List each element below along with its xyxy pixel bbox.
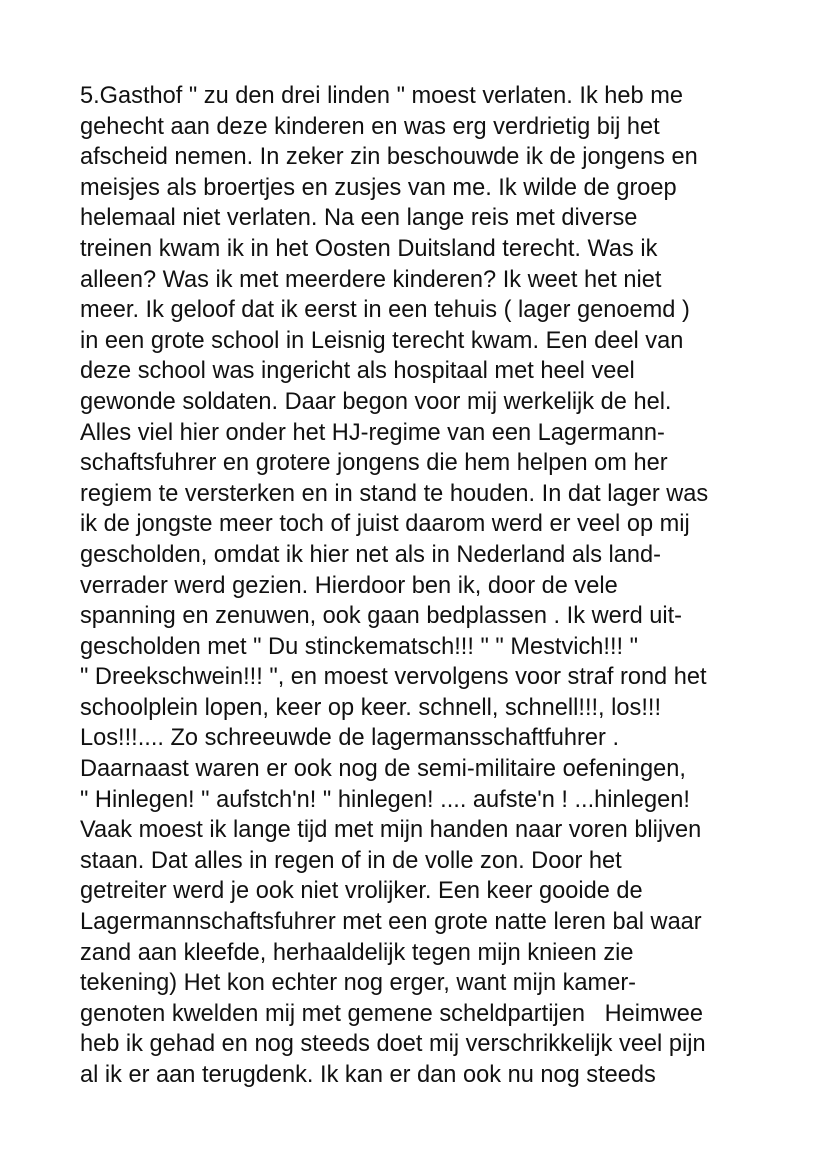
text-line: Lagermannschaftsfuhrer met een grote natte leren bal waar [80, 909, 702, 936]
text-line: schoolplein lopen, keer op keer. schnell, schnell!!!, los!!! [80, 694, 661, 721]
text-line: treinen kwam ik in het Oosten Duitsland terecht. Was ik [80, 235, 658, 262]
text-line: zand aan kleefde, herhaaldelijk tegen mijn knieen zie [80, 939, 634, 966]
text-line: Daarnaast waren er ook nog de semi-militaire oefeningen, [80, 756, 686, 783]
text-line: afscheid nemen. In zeker zin beschouwde ik de jongens en [80, 144, 698, 171]
text-line: 5.Gasthof " zu den drei linden " moest verlaten. Ik heb me [80, 83, 683, 109]
text-line: " Hinlegen! " aufstch'n! " hinlegen! .... aufste'n ! ...hinlegen! [80, 786, 690, 813]
text-line: gehecht aan deze kinderen en was erg verdrietig bij het [80, 113, 660, 140]
text-line: " Dreekschwein!!! ", en moest vervolgens voor straf rond het [80, 664, 707, 691]
text-line: al ik er aan terugdenk. Ik kan er dan ook nu nog steeds [80, 1062, 656, 1088]
text-line: staan. Dat alles in regen of in de volle zon. Door het [80, 847, 622, 874]
text-line: gescholden, omdat ik hier net als in Nederland als land- [80, 541, 662, 568]
text-line: helemaal niet verlaten. Na een lange reis met diverse [80, 205, 638, 232]
text-line: alleen? Was ik met meerdere kinderen? Ik weet het niet [80, 266, 662, 293]
text-line: Alles viel hier onder het HJ-regime van een Lagermann- [80, 419, 665, 446]
text-line: meer. Ik geloof dat ik eerst in een tehuis ( lager genoemd ) [80, 297, 690, 324]
text-line: getreiter werd je ook niet vrolijker. Een keer gooide de [80, 878, 643, 905]
text-line: Vaak moest ik lange tijd met mijn handen naar voren blijven [80, 817, 702, 844]
text-line: gescholden met " Du stinckematsch!!! " " Mestvich!!! " [80, 633, 639, 660]
text-line: regiem te versterken en in stand te houden. In dat lager was [80, 480, 709, 507]
text-line: in een grote school in Leisnig terecht kwam. Een deel van [80, 327, 684, 354]
body-text [80, 81, 780, 1091]
text-line: schaftsfuhrer en grotere jongens die hem helpen om her [80, 450, 668, 477]
text-line: Los!!!.... Zo schreeuwde de lagermansschaftfuhrer . [80, 725, 619, 752]
text-line: gewonde soldaten. Daar begon voor mij werkelijk de hel. [80, 388, 672, 415]
text-line: meisjes als broertjes en zusjes van me. Ik wilde de groep [80, 174, 677, 201]
text-line: ik de jongste meer toch of juist daarom werd er veel op mij [80, 511, 690, 538]
text-line: tekening) Het kon echter nog erger, want mijn kamer- [80, 970, 637, 997]
text-line: deze school was ingericht als hospitaal met heel veel [80, 358, 635, 385]
text-line: verrader werd gezien. Hierdoor ben ik, door de vele [80, 572, 618, 599]
text-line: genoten kwelden mij met gemene scheldpartijen Heimwee [80, 1000, 703, 1027]
text-line: spanning en zenuwen, ook gaan bedplassen . Ik werd uit- [80, 603, 683, 630]
text-line: heb ik gehad en nog steeds doet mij verschrikkelijk veel pijn [80, 1031, 706, 1058]
